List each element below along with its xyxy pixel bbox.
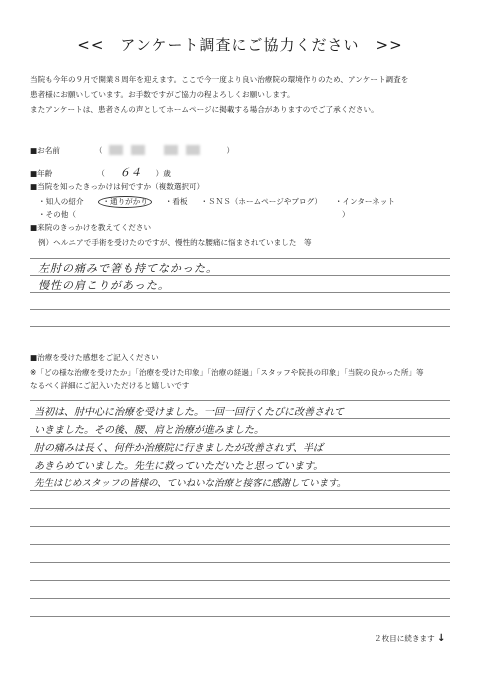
answer-line xyxy=(30,400,450,401)
age-close-paren: ）歳 xyxy=(155,169,171,178)
answer-line xyxy=(30,490,450,491)
name-open-paren: （ xyxy=(94,146,103,155)
impression-note-2: なるべく詳細にご記入いただけると嬉しいです xyxy=(30,381,190,390)
answer-line xyxy=(30,309,450,310)
name-label: ■お名前 xyxy=(30,146,60,155)
down-arrow-icon: ↓ xyxy=(437,633,446,644)
intro-line-3: またアンケートは、患者さんの声としてホームページに掲載する場合がありますのでご了承ください。 xyxy=(30,105,379,114)
answer-line xyxy=(30,258,450,259)
intro-line-1: 当院も今年の９月で開業８周年を迎えます。ここで今一度より良い治療院の環境作りのため、アンケート調査を xyxy=(30,75,409,84)
answer-line xyxy=(30,580,450,581)
answer-line xyxy=(30,472,450,473)
option-other-close: ） xyxy=(342,210,350,219)
reason-answer-line-1[interactable]: 左肘の痛みで箸も持てなかった。 xyxy=(38,262,218,275)
answer-line xyxy=(30,616,450,617)
impression-note-1: ※「どの様な治療を受けたか」「治療を受けた印象」「治療の経過」「スタッフや院長の印象」「当院の良かった所」等 xyxy=(30,368,424,377)
answer-line xyxy=(30,454,450,455)
impression-question: ■治療を受けた感想をご記入ください xyxy=(30,353,159,362)
redacted-name-4 xyxy=(186,145,200,155)
answer-line xyxy=(30,326,450,327)
name-close-paren: ） xyxy=(226,146,235,155)
impression-answer-line-4[interactable]: あきらめていました。先生に救っていただいたと思っています。 xyxy=(34,461,324,472)
option-signboard[interactable]: ・看板 xyxy=(164,197,188,206)
age-label: ■年齢 xyxy=(30,169,53,178)
age-open-paren: （ xyxy=(97,169,105,178)
intro-line-2: 患者様にお願いしています。お手数ですがご協力の程よろしくお願いします。 xyxy=(30,90,295,99)
impression-answer-line-5[interactable]: 先生はじめスタッフの皆様の、ていねいな治療と接客に感謝しています。 xyxy=(34,478,347,489)
redacted-name-1 xyxy=(109,145,123,155)
reason-question: ■来院のきっかけを教えてください xyxy=(30,223,152,232)
option-sns[interactable]: ・ＳＮＳ（ホームページやブログ） xyxy=(200,197,323,206)
age-row xyxy=(30,164,171,180)
trigger-question: ■当院を知ったきっかけは何ですか（複数選択可） xyxy=(30,182,205,191)
option-other-row xyxy=(38,209,76,220)
answer-line xyxy=(30,436,450,437)
footer-row xyxy=(374,633,446,644)
option-other[interactable]: ・その他（ xyxy=(38,210,76,219)
trigger-options xyxy=(38,196,395,208)
option-internet[interactable]: ・インターネット xyxy=(334,197,395,206)
intro-text xyxy=(30,72,460,117)
redacted-name-3 xyxy=(164,145,178,155)
impression-answer-line-2[interactable]: いきました。その後、腰、肩と治療が進みました。 xyxy=(34,425,264,436)
impression-answer-line-3[interactable]: 肘の痛みは長く、何件か治療院に行きましたが改善されず、半ば xyxy=(34,443,323,454)
option-friend[interactable]: ・知人の紹介 xyxy=(38,197,84,206)
reason-answer-line-2[interactable]: 慢性の肩こりがあった。 xyxy=(38,279,170,292)
answer-line xyxy=(30,508,450,509)
answer-line xyxy=(30,544,450,545)
impression-answer-line-1[interactable]: 当初は、肘中心に治療を受けました。一回一回行くたびに改善されて xyxy=(34,407,344,418)
answer-line xyxy=(30,418,450,419)
answer-line xyxy=(30,526,450,527)
page-title: << アンケート調査にご協力ください >> xyxy=(77,36,403,54)
option-passing-by-selected[interactable]: ・通りがかり xyxy=(98,196,152,208)
redacted-name-2 xyxy=(131,145,145,155)
age-value[interactable]: ６４ xyxy=(119,166,142,179)
answer-line xyxy=(30,598,450,599)
answer-line xyxy=(30,562,450,563)
name-row xyxy=(30,145,234,156)
continue-note: ２枚目に続きます xyxy=(374,634,435,643)
reason-example: 例）ヘルニアで手術を受けたのですが、慢性的な腰痛に悩まされていました 等 xyxy=(38,238,312,247)
